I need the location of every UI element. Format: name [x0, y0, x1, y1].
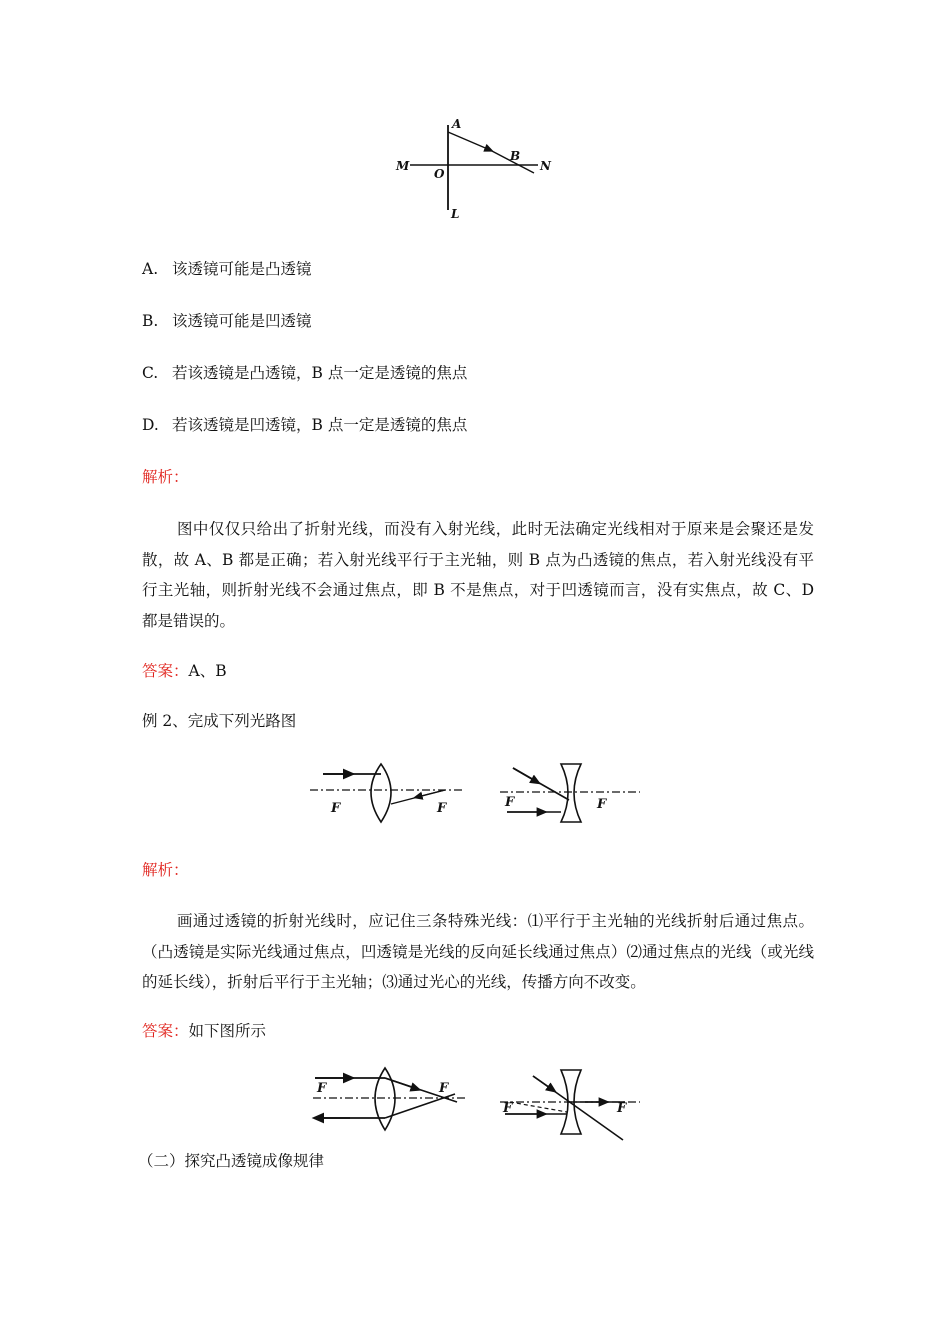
- convex-lens-answer: [313, 1068, 465, 1130]
- focus-label: F: [503, 1101, 513, 1116]
- option-text: 该透镜可能是凹透镜: [172, 312, 312, 330]
- label-l: L: [451, 207, 460, 221]
- option-letter: D.: [142, 416, 159, 434]
- option-text: 该透镜可能是凸透镜: [172, 260, 312, 278]
- answer-text: 如下图所示: [188, 1022, 267, 1040]
- focus-label: F: [437, 801, 447, 816]
- focus-label: F: [439, 1081, 449, 1096]
- focus-label: F: [331, 801, 341, 816]
- label-m: M: [396, 159, 410, 173]
- option-d: [142, 415, 467, 435]
- answer-text: A、B: [188, 662, 227, 680]
- option-text: 若该透镜是凹透镜，B 点一定是透镜的焦点: [172, 416, 468, 434]
- analysis-paragraph: 画通过透镜的折射光线时，应记住三条特殊光线：⑴平行于主光轴的光线折射后通过焦点。（凸透镜是实际光线通过焦点，凹透镜是光线的反向延长线通过焦点）⑵通过焦点的光线（或光线的延长线），折射后平行于主光轴；⑶通过光心的光线，传播方向不改变。: [142, 912, 814, 991]
- option-letter: C.: [142, 364, 159, 382]
- analysis-label: 解析：: [142, 468, 189, 486]
- label-b: B: [510, 149, 521, 163]
- label-a: A: [452, 117, 462, 131]
- concave-lens-answer: [500, 1070, 640, 1140]
- option-letter: B.: [142, 312, 159, 330]
- option-a: [142, 259, 312, 279]
- answer-line: [142, 661, 227, 681]
- answer-line: [142, 1021, 266, 1041]
- example-title: 例 2、完成下列光路图: [142, 712, 297, 730]
- label-n: N: [540, 159, 551, 173]
- focus-label: F: [317, 1081, 327, 1096]
- focus-label: F: [597, 797, 607, 812]
- label-o: O: [434, 167, 445, 181]
- answer-label: 答案：: [142, 1022, 189, 1040]
- answer-label: 答案：: [142, 662, 189, 680]
- figure-lens-problems: [305, 760, 650, 830]
- convex-lens-diagram: [310, 764, 465, 822]
- analysis-paragraph: 图中仅仅只给出了折射光线，而没有入射光线，此时无法确定光线相对于原来是会聚还是发散，故 A、B 都是正确；若入射光线平行于主光轴，则 B 点为凸透镜的焦点，若入射光线没有平行主光轴，则折射光线不会通过焦点，即 B 不是焦点，对于凹透镜而言，没有实焦点，故 C、D 都是错误的。: [142, 520, 814, 630]
- focus-label: F: [505, 795, 515, 810]
- figure-lens-answers: [305, 1062, 650, 1144]
- option-text: 若该透镜是凸透镜，B 点一定是透镜的焦点: [172, 364, 468, 382]
- option-c: [142, 363, 467, 383]
- concave-lens-diagram: [500, 764, 640, 822]
- figure-refraction-ray: [390, 110, 570, 225]
- analysis-label: 解析：: [142, 861, 189, 879]
- section-title: （二）探究凸透镜成像规律: [138, 1152, 325, 1170]
- option-b: [142, 311, 312, 331]
- option-letter: A.: [142, 260, 159, 278]
- focus-label: F: [617, 1101, 627, 1116]
